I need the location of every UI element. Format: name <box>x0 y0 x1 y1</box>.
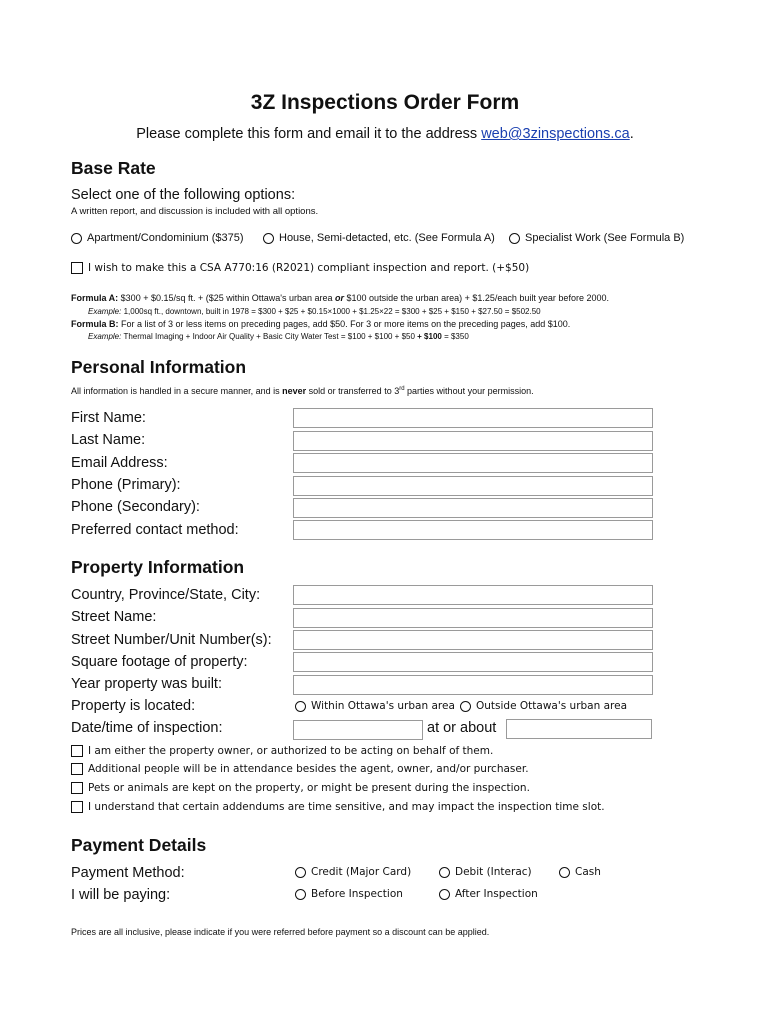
option-apartment-label: Apartment/Condominium ($375) <box>87 232 244 244</box>
base-rate-heading: Base Rate <box>71 158 156 178</box>
street-name-input[interactable] <box>293 608 653 628</box>
addendums-checkbox-label: I understand that certain addendums are time sensitive, and may impact the inspection time slot. <box>88 801 605 813</box>
radio-icon[interactable] <box>509 233 520 244</box>
pets-checkbox-row[interactable] <box>71 782 530 794</box>
radio-icon[interactable] <box>559 867 570 878</box>
year-built-input[interactable] <box>293 675 653 695</box>
street-number-input[interactable] <box>293 630 653 650</box>
email-label: Email Address: <box>71 455 168 471</box>
property-heading: Property Information <box>71 557 245 577</box>
checkbox-icon[interactable] <box>71 801 83 813</box>
owner-checkbox-row[interactable] <box>71 745 493 757</box>
street-number-label: Street Number/Unit Number(s): <box>71 632 272 648</box>
pets-checkbox-label: Pets or animals are kept on the property, or might be present during the inspection. <box>88 782 530 794</box>
formula-a-label: Formula A: <box>71 293 119 303</box>
select-label: Select one of the following options: <box>71 187 296 203</box>
formula-a-or: or <box>335 293 345 303</box>
last-name-input[interactable] <box>293 431 653 451</box>
radio-icon[interactable] <box>460 701 471 712</box>
inspection-date-input[interactable] <box>293 720 423 740</box>
personal-note <box>71 386 534 396</box>
example-label: Example: <box>88 332 122 341</box>
contact-method-label: Preferred contact method: <box>71 522 239 538</box>
credit-label: Credit (Major Card) <box>311 866 412 878</box>
first-name-input[interactable] <box>293 408 653 428</box>
addendums-checkbox-row[interactable] <box>71 801 605 813</box>
additional-people-label: Additional people will be in attendance besides the agent, owner, and/or purchaser. <box>88 763 529 775</box>
personal-note-3: parties without your permission. <box>404 386 534 396</box>
checkbox-icon[interactable] <box>71 745 83 757</box>
phone-secondary-label: Phone (Secondary): <box>71 499 200 515</box>
checkbox-icon[interactable] <box>71 782 83 794</box>
within-ottawa-option[interactable] <box>295 700 455 712</box>
property-located-label: Property is located: <box>71 698 196 714</box>
paying-label: I will be paying: <box>71 887 171 903</box>
formula-b-example-text-1: Thermal Imaging + Indoor Air Quality + Basic City Water Test = $100 + $100 + $50 <box>121 332 418 341</box>
square-footage-input[interactable] <box>293 652 653 672</box>
before-inspection-label: Before Inspection <box>311 888 403 900</box>
personal-heading: Personal Information <box>71 357 247 377</box>
personal-note-bold: never <box>282 386 307 396</box>
formula-b <box>71 319 570 329</box>
option-house-label: House, Semi-detacted, etc. (See Formula A) <box>279 232 495 244</box>
page-title: 3Z Inspections Order Form <box>250 91 520 114</box>
inspection-date-label: Date/time of inspection: <box>71 720 223 736</box>
additional-people-checkbox-row[interactable] <box>71 763 529 775</box>
contact-method-input[interactable] <box>293 520 653 540</box>
before-inspection-option[interactable] <box>295 888 403 900</box>
phone-primary-label: Phone (Primary): <box>71 477 181 493</box>
email-link[interactable]: web@3zinspections.ca <box>481 126 630 142</box>
formula-a-text-1: $300 + $0.15/sq ft. + ($25 within Ottawa's urban area <box>118 293 336 303</box>
formula-a-example <box>88 307 541 316</box>
outside-ottawa-label: Outside Ottawa's urban area <box>476 700 628 712</box>
radio-icon[interactable] <box>295 701 306 712</box>
checkbox-icon[interactable] <box>71 262 83 274</box>
formula-b-example <box>88 332 469 341</box>
phone-primary-input[interactable] <box>293 476 653 496</box>
footer-note: Prices are all inclusive, please indicate if you were referred before payment so a discount can be applied. <box>71 927 490 937</box>
owner-checkbox-label: I am either the property owner, or authorized to be acting on behalf of them. <box>88 745 494 757</box>
formula-a <box>71 293 609 303</box>
radio-icon[interactable] <box>439 867 450 878</box>
checkbox-icon[interactable] <box>71 763 83 775</box>
at-or-about-label: at or about <box>427 720 497 736</box>
radio-icon[interactable] <box>295 867 306 878</box>
personal-note-1: All information is handled in a secure manner, and is <box>71 386 283 396</box>
after-inspection-label: After Inspection <box>455 888 538 900</box>
payment-method-label: Payment Method: <box>71 865 185 881</box>
phone-secondary-input[interactable] <box>293 498 653 518</box>
intro-text <box>0 126 770 142</box>
formula-b-label: Formula B: <box>71 319 119 329</box>
formula-a-example-text: 1,000sq ft., downtown, built in 1978 = $300 + $25 + $0.15×1000 + $1.25×22 = $300 + $25 + $150 + $27.50 = $502.50 <box>121 307 541 316</box>
email-input[interactable] <box>293 453 653 473</box>
within-ottawa-label: Within Ottawa's urban area <box>311 700 455 712</box>
location-city-label: Country, Province/State, City: <box>71 587 261 603</box>
option-specialist[interactable] <box>509 232 684 244</box>
radio-icon[interactable] <box>295 889 306 900</box>
formula-b-example-text-2: = $350 <box>441 332 469 341</box>
cash-option[interactable] <box>559 866 601 878</box>
csa-checkbox-row[interactable] <box>71 262 529 274</box>
select-note: A written report, and discussion is included with all options. <box>71 206 319 217</box>
credit-option[interactable] <box>295 866 411 878</box>
intro-end: . <box>629 126 634 142</box>
example-label: Example: <box>88 307 122 316</box>
after-inspection-option[interactable] <box>439 888 538 900</box>
option-house[interactable] <box>263 232 495 244</box>
formula-a-text-2: $100 outside the urban area) + $1.25/each built year before 2000. <box>344 293 609 303</box>
inspection-time-input[interactable] <box>506 719 652 739</box>
radio-icon[interactable] <box>439 889 450 900</box>
formula-b-text: For a list of 3 or less items on preceding pages, add $50. For 3 or more items on the preceding pages, add $100. <box>118 319 571 329</box>
cash-label: Cash <box>575 866 601 878</box>
location-city-input[interactable] <box>293 585 653 605</box>
personal-note-2: sold or transferred to 3 <box>306 386 400 396</box>
debit-option[interactable] <box>439 866 532 878</box>
option-specialist-label: Specialist Work (See Formula B) <box>525 232 685 244</box>
debit-label: Debit (Interac) <box>455 866 532 878</box>
square-footage-label: Square footage of property: <box>71 654 248 670</box>
street-name-label: Street Name: <box>71 609 157 625</box>
option-apartment[interactable] <box>71 232 244 244</box>
intro-label: Please complete this form and email it to the address <box>136 126 482 142</box>
csa-checkbox-label: I wish to make this a CSA A770:16 (R2021) compliant inspection and report. (+$50) <box>88 262 530 274</box>
first-name-label: First Name: <box>71 410 146 426</box>
radio-icon[interactable] <box>71 233 82 244</box>
outside-ottawa-option[interactable] <box>460 700 627 712</box>
payment-heading: Payment Details <box>71 835 207 855</box>
year-built-label: Year property was built: <box>71 676 222 692</box>
radio-icon[interactable] <box>263 233 274 244</box>
personal-note-sup: rd <box>399 386 405 392</box>
formula-b-example-bold: + $100 <box>417 332 442 341</box>
last-name-label: Last Name: <box>71 432 146 448</box>
